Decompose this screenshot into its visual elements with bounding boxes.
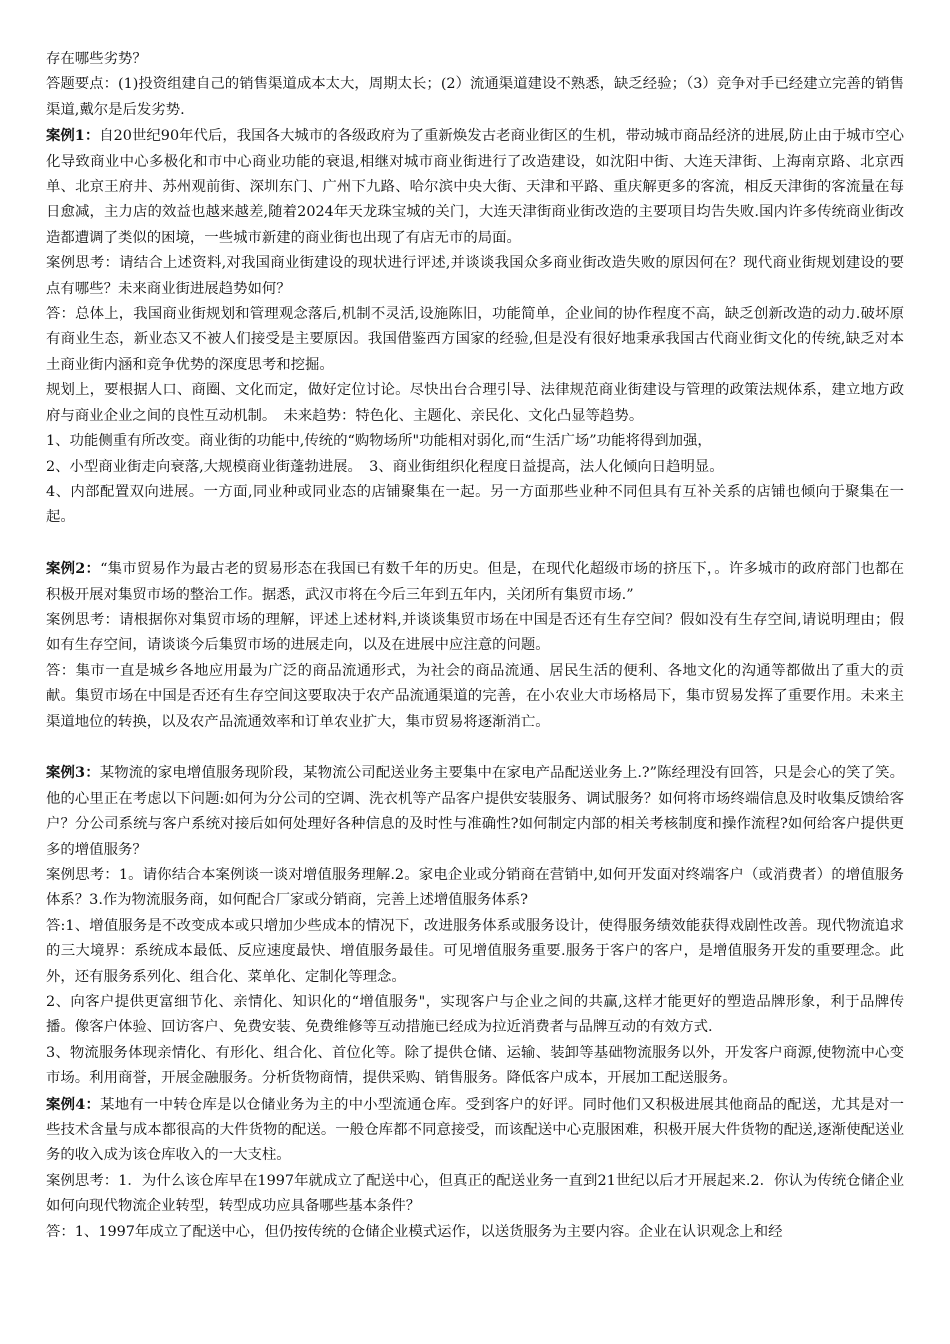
paragraph-text: 答：集市一直是城乡各地应用最为广泛的商品流通形式，为社会的商品流通、居民生活的便利、各地文化的沟通等都做出了重大的贡献。集贸市场在中国是否还有生存空间这要取决于农产品流通渠道的完善，在小农业大市场格局下，集市贸易发挥了重要作用。未来主渠道地位的转换，以及农产品流通效率和订单农业扩大，集市贸易将逐渐消亡。: [46, 662, 904, 730]
paragraph-text: 某物流的家电增值服务现阶段，某物流公司配送业务主要集中在家电产品配送业务上.?”陈经理没有回答，只是会心的笑了笑。他的心里正在考虑以下问题:如何为分公司的空调、洗衣机等产品客户提供安装服务、调试服务？如何将市场终端信息及时收集反馈给客户？分公司系统与客户系统对接后如何处理好各种信息的及时性与准确性?如何制定内部的相关考核制度和操作流程?如何给客户提供更多的增值服务？: [46, 765, 905, 858]
case-paragraph: [46, 760, 904, 863]
paragraph: [46, 378, 904, 429]
paragraph-text: 答：1、1997年成立了配送中心，但仍按传统的仓储企业模式运作，以送货服务为主要内容。企业在认识观念上和经: [46, 1223, 783, 1240]
paragraph-text: 答题要点：(1)投资组建自己的销售渠道成本太大，周期太长；(2）流通渠道建设不熟悉，缺乏经验；（3）竞争对手已经建立完善的销售渠道,戴尔是后发劣势.: [46, 76, 904, 118]
case-paragraph: [46, 1092, 904, 1169]
case-paragraph: [46, 123, 904, 251]
paragraph-text: 案例思考：请结合上述资料,对我国商业街建设的现状进行评述,并谈谈我国众多商业街改造失败的原因何在？现代商业街规划建设的要点有哪些？未来商业街进展趋势如何？: [46, 255, 904, 297]
paragraph-text: 自20世纪90年代后，我国各大城市的各级政府为了重新焕发古老商业街区的生机，带动城市商品经济的进展,防止由于城市空心化导致商业中心多极化和市中心商业功能的衰退,相继对城市商业街进行了改造建设，如沈阳中街、大连天津街、上海南京路、北京西单、北京王府井、苏州观前街、深圳东门、广州下九路、哈尔滨中央大街、天津和平路、重庆解更多的客流，相反天津街的客流量在每日愈减，主力店的效益也越来越差,随着2024年天龙珠宝城的关门，大连天津街商业街改造的主要项目均告失败.国内许多传统商业街改造都遭调了类似的困境，一些城市新建的商业街也出现了有店无市的局面。: [46, 128, 904, 246]
paragraph: [46, 1220, 904, 1245]
paragraph: [46, 990, 904, 1041]
paragraph: [46, 1041, 904, 1092]
paragraph-spacer: [46, 531, 904, 556]
paragraph: [46, 429, 904, 454]
paragraph-text: 3、物流服务体现亲情化、有形化、组合化、首位化等。除了提供仓储、运输、装卸等基础物流服务以外，开发客户商源,使物流中心变市场。利用商誉，开展金融服务。分析货物商情，提供采购、销售服务。降低客户成本，开展加工配送服务。: [46, 1044, 904, 1087]
paragraph: [46, 914, 904, 990]
paragraph: [46, 47, 904, 72]
paragraph-text: 存在哪些劣势？: [46, 51, 147, 67]
paragraph: [46, 863, 904, 914]
case-label: 案例2：: [46, 560, 101, 578]
paragraph-text: 4、内部配置双向进展。一方面,同业种或同业态的店铺聚集在一起。另一方面那些业种不同但具有互补关系的店铺也倾向于聚集在一起。: [46, 483, 904, 526]
paragraph-text: 1、功能侧重有所改变。商业街的功能中,传统的“购物场所"功能相对弱化,而“生活广场”功能将得到加强，: [46, 433, 712, 450]
paragraph: [46, 302, 904, 378]
paragraph: [46, 480, 904, 531]
paragraph: [46, 455, 904, 480]
case-label: 案例4：: [46, 1095, 101, 1113]
paragraph: [46, 1169, 904, 1220]
paragraph-text: 答:1、增值服务是不改变成本或只增加少些成本的情况下，改进服务体系或服务设计，使得服务绩效能获得戏剧性改善。现代物流追求的三大境界：系统成本最低、反应速度最快、增值服务最佳。可见增值服务重要.服务于客户的客户，是增值服务开发的重要理念。此外，还有服务系列化、组合化、菜单化、定制化等理念。: [46, 917, 904, 985]
paragraph-text: 规划上，要根据人口、商圈、文化而定，做好定位讨论。尽快出台合理引导、法律规范商业街建设与管理的政策法规体系，建立地方政府与商业企业之间的良性互动机制。 未来趋势：特色化、主题化、亲民化、文化凸显等趋势。: [46, 382, 904, 424]
case-label: 案例3：: [46, 764, 100, 782]
paragraph-text: 2、向客户提供更富细节化、亲情化、知识化的“增值服务"，实现客户与企业之间的共赢,这样才能更好的塑造品牌形象，利于品牌传播。像客户体验、回访客户、免费安装、免费维修等互动措施已经成为拉近消费者与品牌互动的有效方式.: [46, 994, 904, 1036]
case-label: 案例1：: [46, 127, 100, 145]
paragraph-text: “集市贸易作为最古老的贸易形态在我国已有数千年的历史。但是，在现代化超级市场的挤压下，。许多城市的政府部门也都在积极开展对集贸市场的整治工作。据悉，武汉市将在今后三年到五年内，关闭所有集贸市场.”: [46, 561, 904, 603]
case-paragraph: [46, 556, 904, 608]
paragraph-text: 案例思考：请根据你对集贸市场的理解，评述上述材料,并谈谈集贸市场在中国是否还有生存空间？假如没有生存空间,请说明理由；假如有生存空间，请谈谈今后集贸市场的进展走向，以及在进展中应注意的问题。: [46, 611, 904, 654]
paragraph-text: 某地有一中转仓库是以仓储业务为主的中小型流通仓库。受到客户的好评。同时他们又积极进展其他商品的配送，尤其是对一些技术含量与成本都很高的大件货物的配送。一般仓库都不同意接受，而该配送中心克服困难，积极开展大件货物的配送,逐渐使配送业务的收入成为该仓库收入的一大支柱。: [46, 1096, 904, 1164]
paragraph: [46, 251, 904, 302]
paragraph-text: 答：总体上，我国商业街规划和管理观念落后,机制不灵活,设施陈旧，功能简单，企业间的协作程度不高，缺乏创新改造的动力.破坏原有商业生态，新业态又不被人们接受是主要原因。我国借鉴西方国家的经验,但是没有很好地秉承我国古代商业街文化的传统,缺乏对本土商业街内涵和竞争优势的深度思考和挖掘。: [46, 306, 904, 373]
paragraph: [46, 659, 904, 735]
paragraph-text: 案例思考：1。请你结合本案例谈一谈对增值服务理解.2。家电企业或分销商在营销中,如何开发面对终端客户（或消费者）的增值服务体系？3.作为物流服务商，如何配合厂家或分销商，完善上述增值服务体系?: [46, 866, 904, 909]
paragraph-text: 2、小型商业街走向衰落,大规模商业街蓬勃进展。 3、商业街组织化程度日益提高，法人化倾向日趋明显。: [46, 458, 724, 475]
paragraph: [46, 72, 904, 123]
paragraph-text: 案例思考：1．为什么该仓库早在1997年就成立了配送中心，但真正的配送业务一直到21世纪以后才开展起来.2．你认为传统仓储企业如何向现代物流企业转型，转型成功应具备哪些基本条件？: [46, 1172, 904, 1215]
paragraph: [46, 608, 904, 659]
paragraph-spacer: [46, 735, 904, 760]
